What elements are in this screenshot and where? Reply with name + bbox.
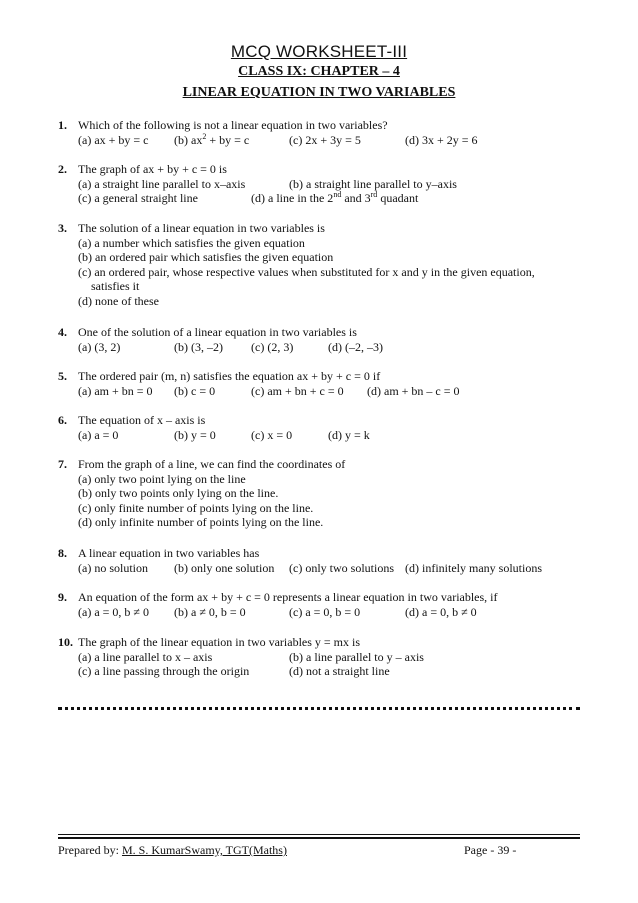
question-number: 5. [58,369,67,383]
question-2 [58,162,588,206]
question-number: 2. [58,162,67,176]
option-b: (b) a line parallel to y – axis [289,649,424,664]
question-number: 10. [58,635,73,649]
question-1 [58,118,588,147]
option-c: (c) a line passing through the origin [78,664,250,679]
option-a: (a) a = 0, b ≠ 0 [78,604,149,619]
option-c: (c) 2x + 3y = 5 [289,132,361,147]
option-a: (a) a number which satisfies the given equation [78,235,305,250]
option-a: (a) am + bn = 0 [78,383,153,398]
option-c: (c) only two solutions [289,560,394,575]
question-number: 4. [58,325,67,339]
option-c: (c) am + bn + c = 0 [251,383,344,398]
question-5 [58,369,588,398]
question-text: The graph of ax + by + c = 0 is [78,162,227,176]
option-a: (a) a straight line parallel to x–axis [78,176,246,191]
question-number: 3. [58,221,67,235]
footer-rule-thick [58,837,580,839]
footer-rule-thin [58,834,580,835]
class-chapter-heading: CLASS IX: CHAPTER – 4 [238,64,400,79]
option-c: (c) (2, 3) [251,339,294,354]
option-a: (a) (3, 2) [78,339,121,354]
option-c: (c) an ordered pair, whose respective values when substituted for x and y in the given equation, [78,264,535,279]
question-text: A linear equation in two variables has [78,546,260,560]
question-3 [58,221,588,309]
option-d: (d) a = 0, b ≠ 0 [405,604,477,619]
option-d: (d) a line in the 2nd and 3rd quadant [251,190,419,206]
question-number: 8. [58,546,67,560]
option-d: (d) (–2, –3) [328,339,383,354]
option-b: (b) only one solution [174,560,275,575]
question-text: The equation of x – axis is [78,413,206,427]
option-d: (d) infinitely many solutions [405,560,542,575]
option-a: (a) a line parallel to x – axis [78,649,213,664]
option-d: (d) y = k [328,427,370,442]
page-number: Page - 39 - [464,843,517,857]
question-9 [58,590,588,619]
question-text: One of the solution of a linear equation in two variables is [78,325,357,339]
option-a: (a) ax + by = c [78,132,149,147]
question-7 [58,457,588,530]
question-text: An equation of the form ax + by + c = 0 represents a linear equation in two variables, if [78,590,498,604]
option-a: (a) no solution [78,560,148,575]
option-b: (b) a straight line parallel to y–axis [289,176,457,191]
option-b: (b) y = 0 [174,427,216,442]
option-c: (c) only finite number of points lying on the line. [78,500,314,515]
question-text: From the graph of a line, we can find the coordinates of [78,457,346,471]
option-a: (a) a = 0 [78,427,119,442]
option-d: (d) am + bn – c = 0 [367,383,460,398]
worksheet-title: MCQ WORKSHEET-III [230,42,408,61]
option-d: (d) not a straight line [289,664,390,679]
option-d: (d) only infinite number of points lying on the line. [78,515,324,530]
question-4 [58,325,588,354]
option-c: (c) a = 0, b = 0 [289,604,361,619]
option-c: (c) x = 0 [251,427,293,442]
question-number: 1. [58,118,67,132]
option-c: (c) a general straight line [78,191,198,206]
prepared-label: Prepared by: [58,843,122,857]
option-c-continued: satisfies it [91,279,140,294]
option-b: (b) only two points only lying on the line. [78,486,279,501]
question-number: 6. [58,413,67,427]
question-text: The graph of the linear equation in two variables y = mx is [78,635,361,649]
option-b: (b) (3, –2) [174,339,223,354]
option-a: (a) only two point lying on the line [78,471,246,486]
question-number: 9. [58,590,67,604]
question-text: The solution of a linear equation in two variables is [78,221,325,235]
question-6 [58,413,588,442]
question-text: Which of the following is not a linear equation in two variables? [78,118,388,132]
question-text: The ordered pair (m, n) satisfies the equation ax + by + c = 0 if [78,369,381,383]
prepared-by [58,843,287,858]
option-d: (d) 3x + 2y = 6 [405,132,478,147]
option-b: (b) an ordered pair which satisfies the given equation [78,250,334,265]
option-d: (d) none of these [78,293,159,308]
option-b: (b) a ≠ 0, b = 0 [174,604,246,619]
author-name: M. S. KumarSwamy, TGT(Maths) [121,843,287,857]
option-b: (b) c = 0 [174,383,216,398]
question-8 [58,546,588,575]
dotted-divider [58,707,580,710]
chapter-title: LINEAR EQUATION IN TWO VARIABLES [182,85,456,100]
option-b: (b) $ax^2$ + by = c [174,131,250,147]
question-number: 7. [58,457,67,471]
question-10 [58,635,588,679]
